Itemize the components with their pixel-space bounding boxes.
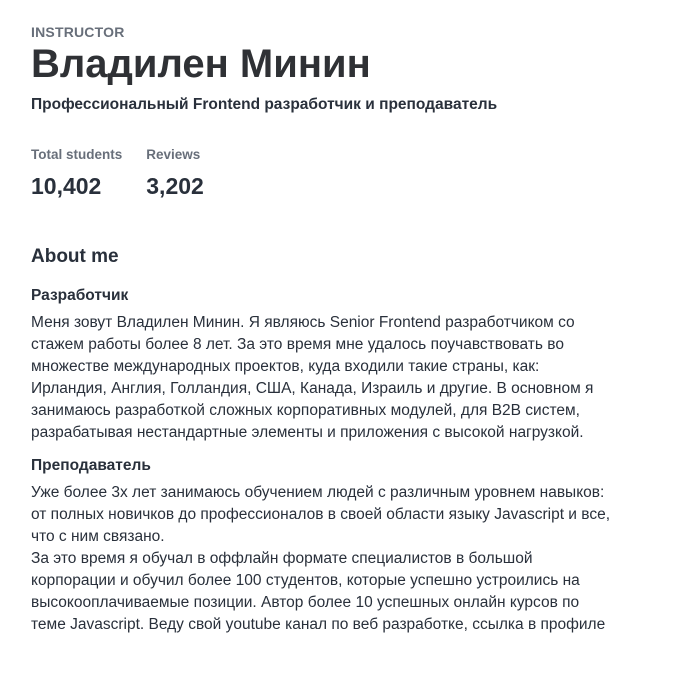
text-line: Ирландия, Англия, Голландия, США, Канада, Израиль и другие. В основном я bbox=[31, 380, 594, 397]
section-heading: Разработчик bbox=[31, 287, 129, 304]
section-text bbox=[31, 482, 641, 636]
text-line: теме Javascript. Веду свой youtube канал по веб разработке, ссылка в профиле bbox=[31, 616, 606, 633]
about-me-title: About me bbox=[31, 246, 119, 267]
about-section-teacher bbox=[31, 456, 641, 636]
text-line: что с ним связано. bbox=[31, 528, 165, 545]
stat-label: Total students bbox=[31, 147, 123, 162]
text-line: высокооплачиваемые позиции. Автор более 10 успешных онлайн курсов по bbox=[31, 594, 580, 611]
stat-value: 3,202 bbox=[146, 173, 204, 199]
text-line: от полных новичков до профессионалов в своей области языку Javascript и все, bbox=[31, 506, 611, 523]
section-heading: Преподаватель bbox=[31, 457, 151, 474]
text-line: стажем работы более 8 лет. За это время мне удалось поучавствовать во bbox=[31, 336, 564, 353]
instructor-eyebrow: INSTRUCTOR bbox=[31, 24, 125, 40]
text-line: занимаюсь разработкой сложных корпоративных модулей, для B2B систем, bbox=[31, 402, 580, 419]
stats-row bbox=[31, 146, 228, 200]
stat-reviews bbox=[146, 146, 204, 200]
section-text bbox=[31, 312, 641, 444]
stat-total-students bbox=[31, 146, 122, 200]
stat-label: Reviews bbox=[146, 147, 201, 162]
stat-value: 10,402 bbox=[31, 173, 102, 199]
instructor-name: Владилен Минин bbox=[31, 42, 371, 86]
text-line: разрабатывая нестандартные элементы и приложения с высокой нагрузкой. bbox=[31, 424, 584, 441]
text-line: Уже более 3х лет занимаюсь обучением людей с различным уровнем навыков: bbox=[31, 484, 605, 501]
text-line: За это время я обучал в оффлайн формате специалистов в большой bbox=[31, 550, 533, 567]
about-section-developer bbox=[31, 286, 641, 444]
instructor-headline: Профессиональный Frontend разработчик и преподаватель bbox=[31, 96, 498, 113]
text-line: Меня зовут Владилен Минин. Я являюсь Senior Frontend разработчиком со bbox=[31, 314, 575, 331]
text-line: корпорации и обучил более 100 студентов, которые успешно устроились на bbox=[31, 572, 580, 589]
text-line: множестве международных проектов, куда входили такие страны, как: bbox=[31, 358, 540, 375]
